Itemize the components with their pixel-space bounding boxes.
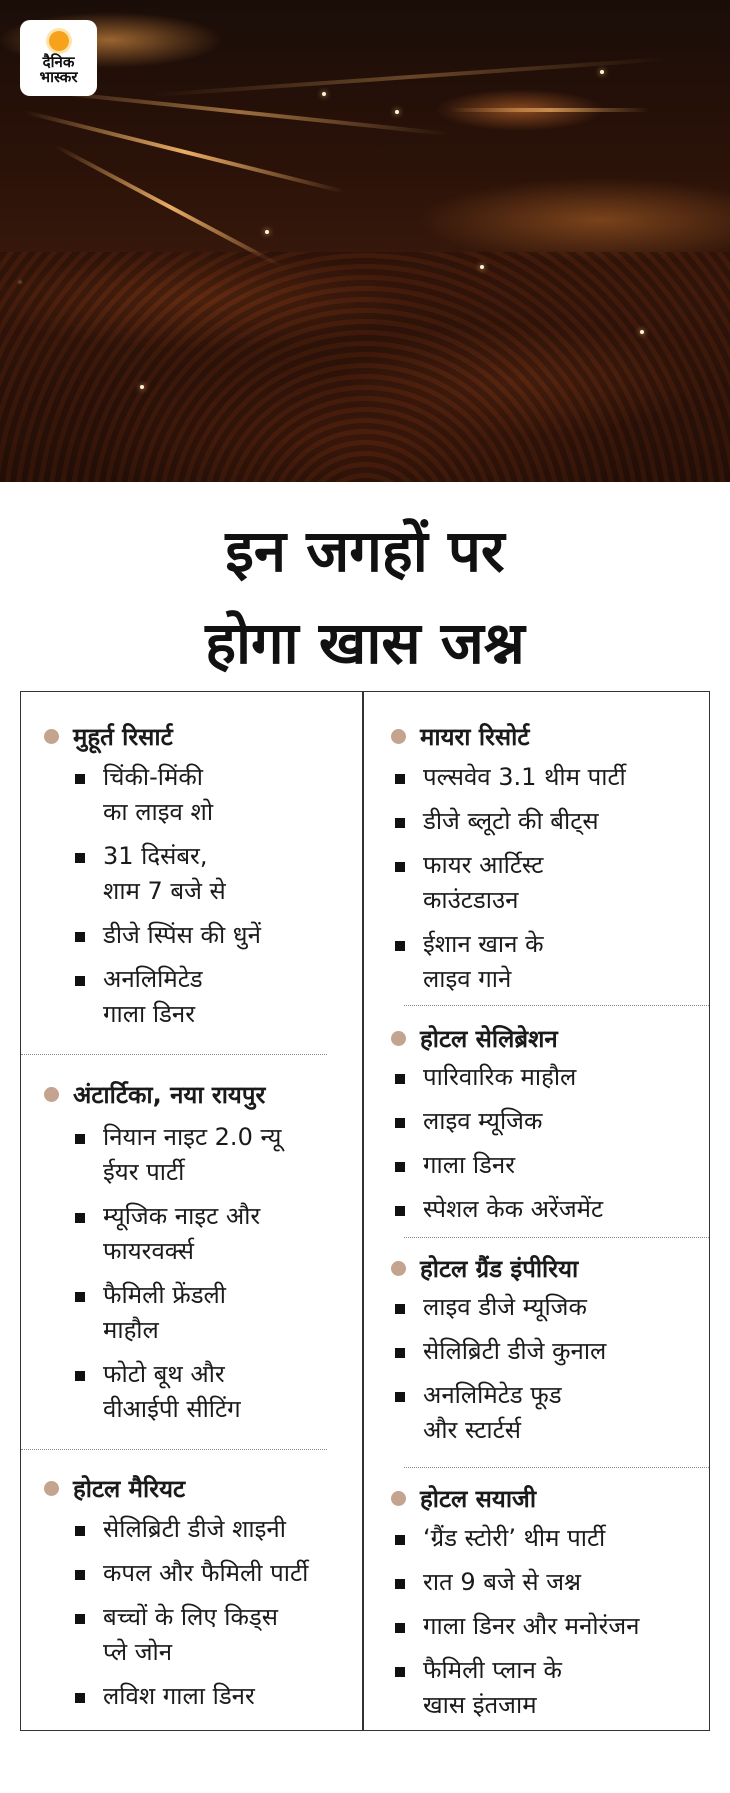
feature-text-line: डीजे स्पिंस की धुनें: [103, 921, 261, 949]
feature-item: [75, 1120, 281, 1190]
feature-item: [395, 927, 626, 997]
feature-item: [75, 918, 261, 953]
venue-feature-list: [395, 760, 626, 1006]
feature-item: [395, 1653, 640, 1723]
venue-title-text: होटल ग्रैंड इंपीरिया: [420, 1255, 579, 1283]
feature-text-line: गाला डिनर: [423, 1151, 516, 1179]
section-separator: [404, 1467, 709, 1468]
section-separator: [21, 1054, 327, 1055]
feature-text-line: वीआईपी सीटिंग: [103, 1395, 241, 1423]
bullet-dot-icon: [44, 1087, 59, 1102]
feature-text-line: फायरवर्क्स: [103, 1237, 194, 1265]
feature-text-line: लविश गाला डिनर: [103, 1682, 255, 1710]
feature-text-line: ईयर पार्टी: [103, 1158, 185, 1186]
feature-text-line: अनलिमिटेड फूड: [423, 1381, 562, 1409]
column-divider: [362, 692, 364, 1730]
light-spark: [600, 70, 604, 74]
title-line-2: होगा खास जश्न: [205, 609, 525, 677]
feature-text-line: 31 दिसंबर,: [103, 842, 208, 870]
feature-text-line: माहौल: [103, 1316, 159, 1344]
feature-text-line: स्पेशल केक अरेंजमेंट: [423, 1195, 604, 1223]
feature-text-line: कपल और फैमिली पार्टी: [103, 1559, 309, 1587]
feature-text-line: लाइव गाने: [423, 965, 512, 993]
light-beam: [150, 57, 669, 97]
feature-text-line: काउंटडाउन: [423, 886, 519, 914]
feature-text-line: लाइव डीजे म्यूजिक: [423, 1293, 587, 1321]
feature-text-line: सेलिब्रिटी डीजे कुनाल: [423, 1337, 607, 1365]
feature-text-line: ‘ग्रैंड स्टोरी’ थीम पार्टी: [423, 1524, 606, 1552]
bullet-dot-icon: [391, 1031, 406, 1046]
venue-feature-list: [395, 1060, 603, 1236]
feature-item: [75, 1679, 308, 1714]
feature-text-line: फैमिली फ्रेंडली: [103, 1281, 227, 1309]
feature-text-line: बच्चों के लिए किड्स: [103, 1603, 278, 1631]
feature-text-line: फायर आर्टिस्ट: [423, 851, 544, 879]
venue-title: [391, 1022, 558, 1055]
feature-text-line: म्यूजिक नाइट और: [103, 1202, 261, 1230]
venue-title-text: होटल मैरियट: [73, 1475, 186, 1503]
feature-item: [395, 1565, 640, 1600]
feature-item: [395, 1060, 603, 1095]
venue-feature-list: [395, 1521, 640, 1732]
feature-item: [75, 1556, 308, 1591]
light-spark: [140, 385, 144, 389]
feature-item: [395, 1378, 606, 1448]
feature-text-line: ईशान खान के: [423, 930, 544, 958]
bullet-dot-icon: [44, 729, 59, 744]
venue-title: [391, 1482, 536, 1515]
venue-feature-list: [395, 1290, 606, 1457]
feature-text-line: नियान नाइट 2.0 न्यू: [103, 1123, 282, 1151]
feature-item: [395, 804, 626, 839]
feature-item: [395, 1192, 603, 1227]
feature-item: [75, 760, 261, 830]
feature-text-line: अनलिमिटेड: [103, 965, 203, 993]
feature-text-line: रात 9 बजे से जश्न: [423, 1568, 582, 1596]
section-separator: [21, 1449, 327, 1450]
bullet-dot-icon: [391, 1491, 406, 1506]
logo-line-1: दैनिक: [42, 53, 75, 71]
venue-title-text: मुहूर्त रिसार्ट: [73, 723, 173, 751]
section-separator: [404, 1237, 709, 1238]
venue-feature-list: [75, 1512, 308, 1723]
light-spark: [640, 330, 644, 334]
feature-text-line: पल्सवेव 3.1 थीम पार्टी: [423, 763, 626, 791]
feature-text-line: खास इंतजाम: [423, 1691, 537, 1719]
light-spark: [395, 110, 399, 114]
venue-title: [44, 1472, 185, 1505]
feature-item: [395, 1290, 606, 1325]
light-spark: [480, 265, 484, 269]
venue-title-text: अंटार्टिका, नया रायपुर: [73, 1081, 266, 1109]
crowd: [0, 252, 730, 482]
feature-text-line: शाम 7 बजे से: [103, 877, 226, 905]
feature-text-line: फोटो बूथ और: [103, 1360, 225, 1388]
feature-text-line: पारिवारिक माहौल: [423, 1063, 577, 1091]
light-spark: [265, 230, 269, 234]
feature-text-line: सेलिब्रिटी डीजे शाइनी: [103, 1515, 286, 1543]
title-line-1: इन जगहों पर: [225, 517, 505, 585]
venue-feature-list: [75, 1120, 281, 1436]
feature-item: [75, 962, 261, 1032]
venue-title-text: मायरा रिसोर्ट: [420, 723, 530, 751]
section-separator: [404, 1005, 709, 1006]
feature-item: [75, 1199, 281, 1269]
feature-item: [395, 848, 626, 918]
logo-line-2: भास्कर: [39, 68, 78, 86]
feature-text-line: प्ले जोन: [103, 1638, 173, 1666]
venue-title: [391, 1252, 578, 1285]
feature-text-line: गाला डिनर: [103, 1000, 196, 1028]
feature-item: [75, 1357, 281, 1427]
feature-item: [395, 760, 626, 795]
bullet-dot-icon: [44, 1481, 59, 1496]
feature-text-line: और स्टार्टर्स: [423, 1416, 521, 1444]
feature-item: [395, 1148, 603, 1183]
feature-item: [75, 1600, 308, 1670]
venue-title-text: होटल सेलिब्रेशन: [420, 1025, 558, 1053]
feature-text-line: का लाइव शो: [103, 798, 214, 826]
feature-text-line: चिंकी-मिंकी: [103, 763, 203, 791]
light-spark: [322, 92, 326, 96]
bullet-dot-icon: [391, 1261, 406, 1276]
feature-text-line: गाला डिनर और मनोरंजन: [423, 1612, 640, 1640]
page-title: [0, 505, 730, 689]
venue-title-text: होटल सयाजी: [420, 1485, 537, 1513]
venue-title: [44, 720, 173, 753]
feature-text-line: लाइव म्यूजिक: [423, 1107, 543, 1135]
dainik-bhaskar-logo: [20, 20, 97, 96]
feature-item: [75, 1278, 281, 1348]
light-beam: [450, 108, 650, 112]
bullet-dot-icon: [391, 729, 406, 744]
sun-icon: [49, 31, 69, 51]
venue-feature-list: [75, 760, 261, 1041]
feature-item: [395, 1104, 603, 1139]
feature-item: [75, 839, 261, 909]
feature-text-line: फैमिली प्लान के: [423, 1656, 562, 1684]
feature-item: [395, 1334, 606, 1369]
feature-item: [395, 1609, 640, 1644]
feature-item: [75, 1512, 308, 1547]
venue-title: [391, 720, 529, 753]
venue-title: [44, 1078, 265, 1111]
light-beam: [54, 144, 285, 270]
feature-item: [395, 1521, 640, 1556]
venues-table: [20, 691, 710, 1731]
feature-text-line: डीजे ब्लूटो की बीट्स: [423, 807, 599, 835]
hero-image: [0, 0, 730, 482]
